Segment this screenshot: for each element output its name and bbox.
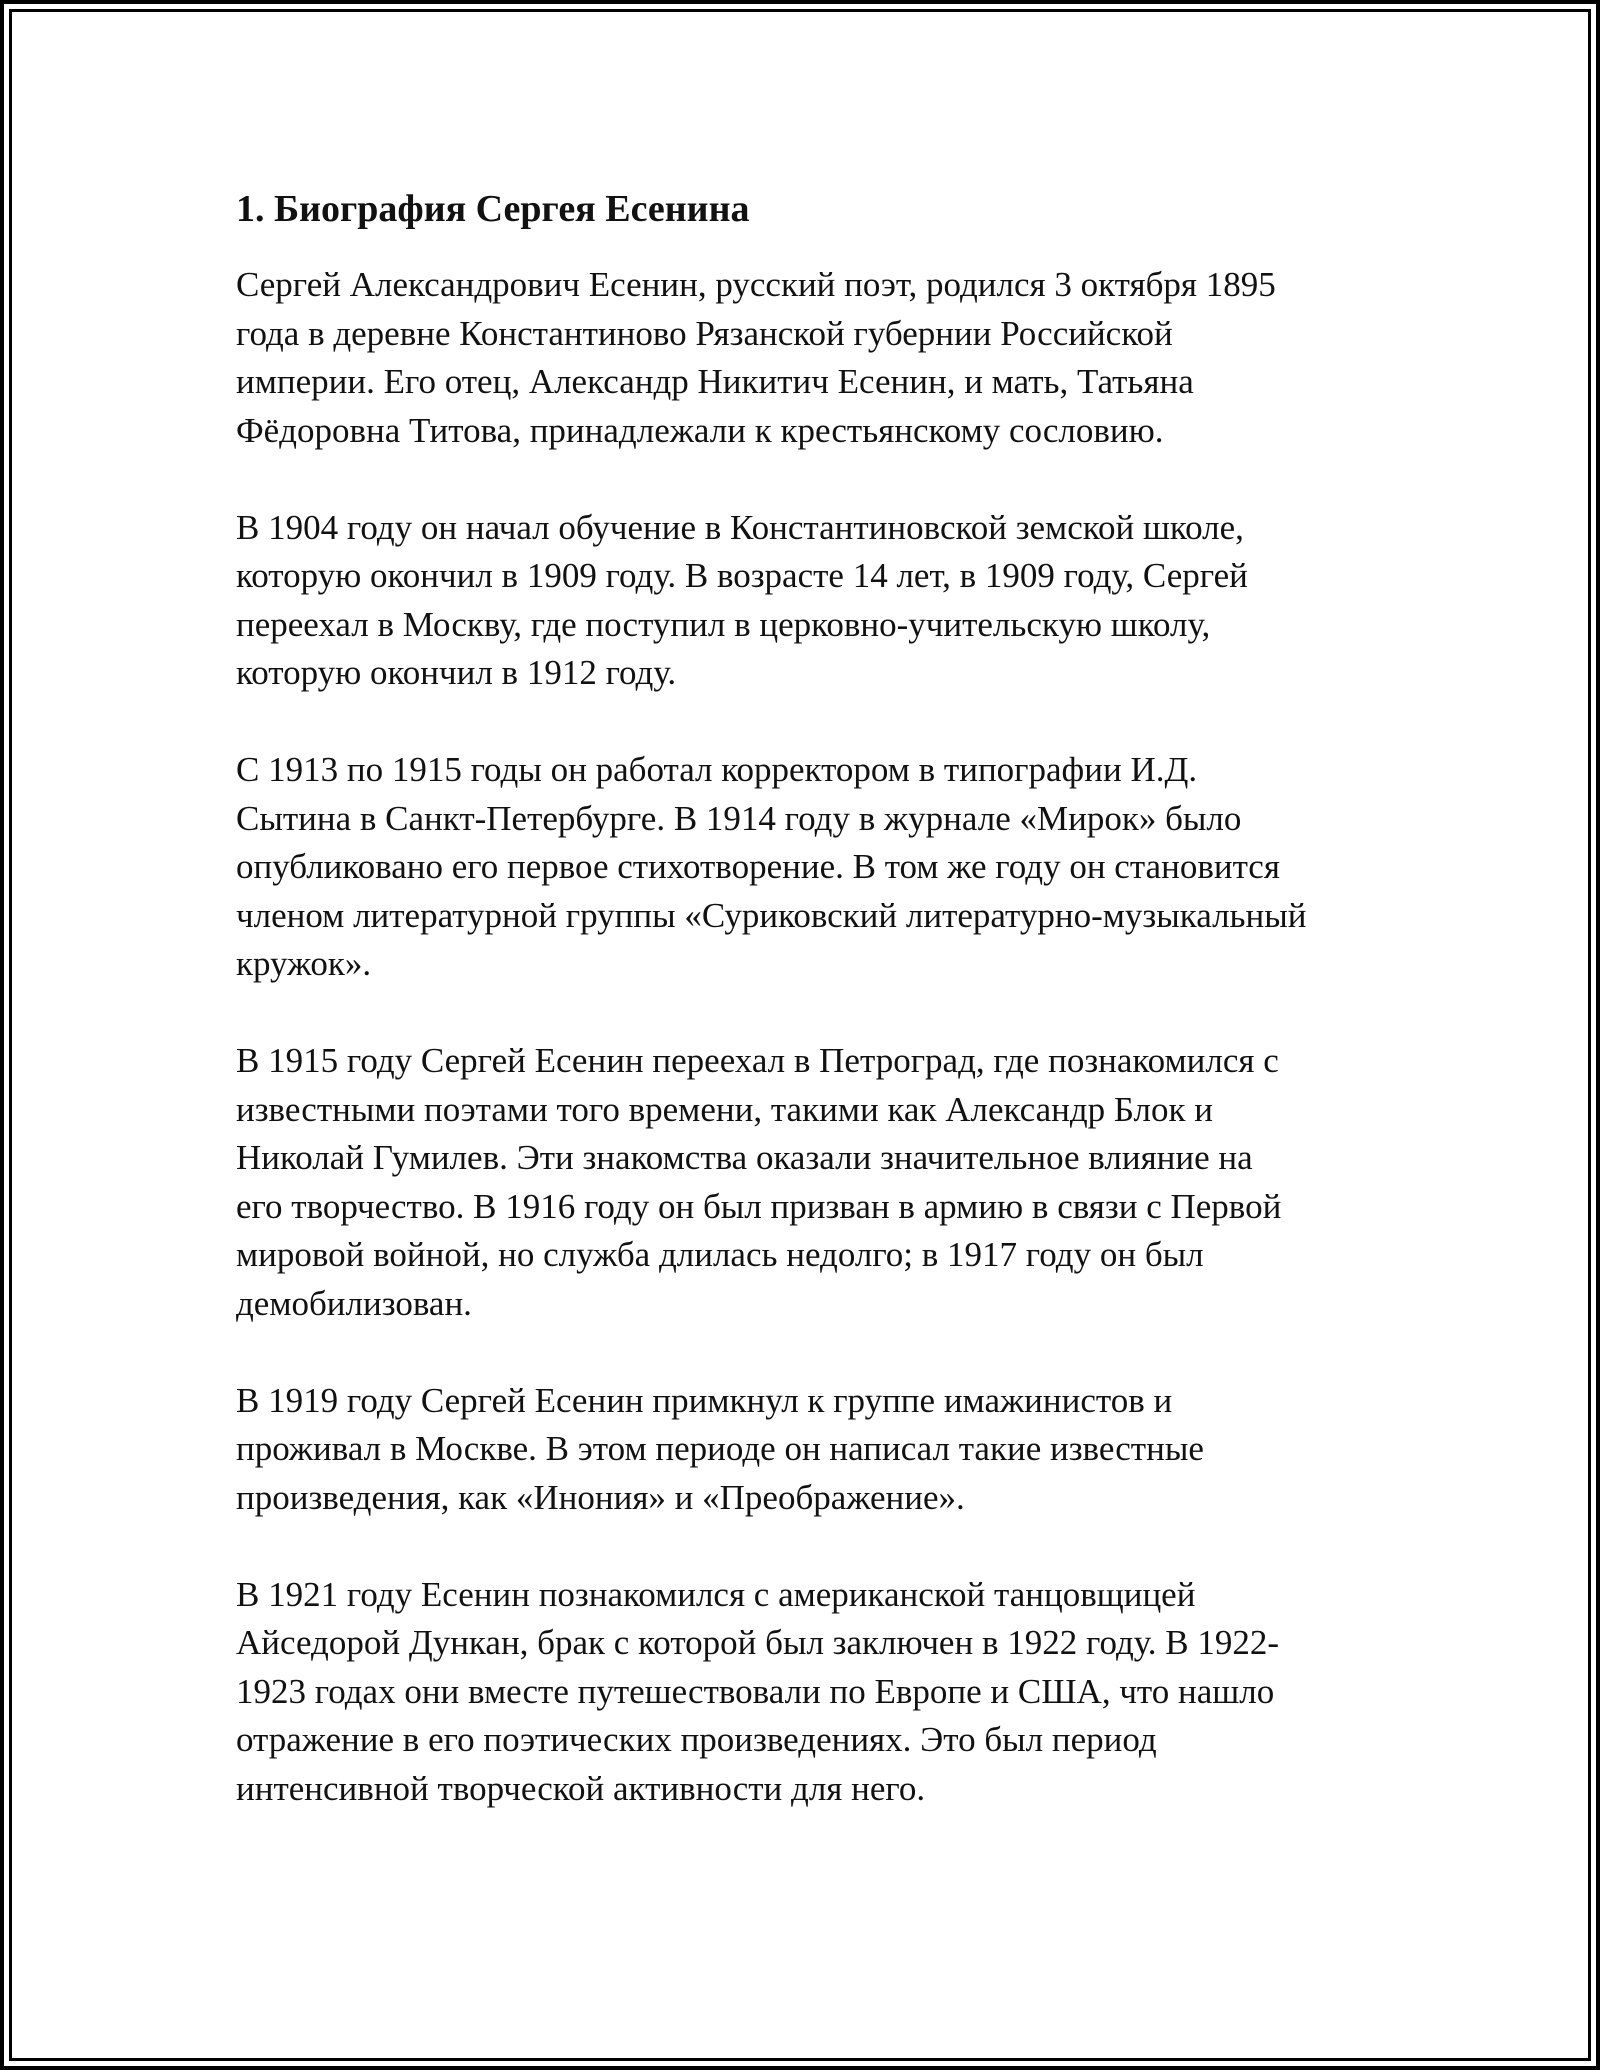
paragraph-line: Сытина в Санкт-Петербурге. В 1914 году в журнале «Мирок» было xyxy=(236,798,1242,838)
paragraph-line: 1923 годах они вместе путешествовали по Европе и США, что нашло xyxy=(236,1671,1275,1711)
paragraph-early-career xyxy=(236,746,1386,989)
paragraph-line: кружок». xyxy=(236,944,372,983)
document-body xyxy=(236,185,1386,1862)
paragraph-birth xyxy=(236,261,1386,455)
paragraph-line: членом литературной группы «Суриковский литературно-музыкальный xyxy=(236,895,1307,935)
paragraph-line: Николай Гумилев. Эти знакомства оказали значительное влияние на xyxy=(236,1138,1253,1177)
paragraph-line: которую окончил в 1912 году. xyxy=(236,653,677,692)
paragraph-line: В 1921 году Есенин познакомился с американской танцовщицей xyxy=(236,1574,1196,1614)
paragraph-imaginists xyxy=(236,1377,1386,1523)
paragraph-line: которую окончил в 1909 году. В возрасте 14 лет, в 1909 году, Сергей xyxy=(236,556,1248,595)
paragraph-line: Айседорой Дункан, брак с которой был заключен в 1922 году. В 1922- xyxy=(236,1623,1279,1662)
paragraph-line: демобилизован. xyxy=(236,1283,472,1323)
paragraph-line: проживал в Москве. В этом периоде он написал такие известные xyxy=(236,1429,1204,1468)
paragraph-line: Сергей Александрович Есенин, русский поэт, родился 3 октября 1895 xyxy=(236,265,1276,304)
paragraph-line: переехал в Москву, где поступил в церковно-учительскую школу, xyxy=(236,604,1211,644)
paragraph-line: империи. Его отец, Александр Никитич Есенин, и мать, Татьяна xyxy=(236,362,1194,401)
section-heading: 1. Биография Сергея Есенина xyxy=(236,188,750,230)
paragraph-line: отражение в его поэтических произведениях. Это был период xyxy=(236,1720,1157,1759)
paragraph-line: Фёдоровна Титова, принадлежали к крестьянскому сословию. xyxy=(236,410,1164,450)
paragraph-education xyxy=(236,504,1386,698)
paragraph-line: С 1913 по 1915 годы он работал корректором в типографии И.Д. xyxy=(236,750,1198,789)
paragraph-duncan xyxy=(236,1571,1386,1814)
paragraph-line: произведения, как «Инония» и «Преображение». xyxy=(236,1477,965,1517)
paragraph-line: известными поэтами того времени, такими как Александр Блок и xyxy=(236,1089,1213,1129)
paragraph-line: опубликовано его первое стихотворение. В том же году он становится xyxy=(236,847,1280,886)
paragraph-petrograd xyxy=(236,1037,1386,1328)
paragraph-line: мировой войной, но служба длилась недолго; в 1917 году он был xyxy=(236,1235,1204,1274)
paragraph-line: года в деревне Константиново Рязанской губернии Российской xyxy=(236,313,1173,353)
paragraph-line: интенсивной творческой активности для него. xyxy=(236,1768,926,1808)
paragraph-line: его творчество. В 1916 году он был призван в армию в связи с Первой xyxy=(236,1186,1282,1226)
paragraph-line: В 1904 году он начал обучение в Константиновской земской школе, xyxy=(236,507,1244,547)
paragraph-line: В 1915 году Сергей Есенин переехал в Петроград, где познакомился с xyxy=(236,1041,1279,1080)
paragraph-line: В 1919 году Сергей Есенин примкнул к группе имажинистов и xyxy=(236,1380,1173,1420)
